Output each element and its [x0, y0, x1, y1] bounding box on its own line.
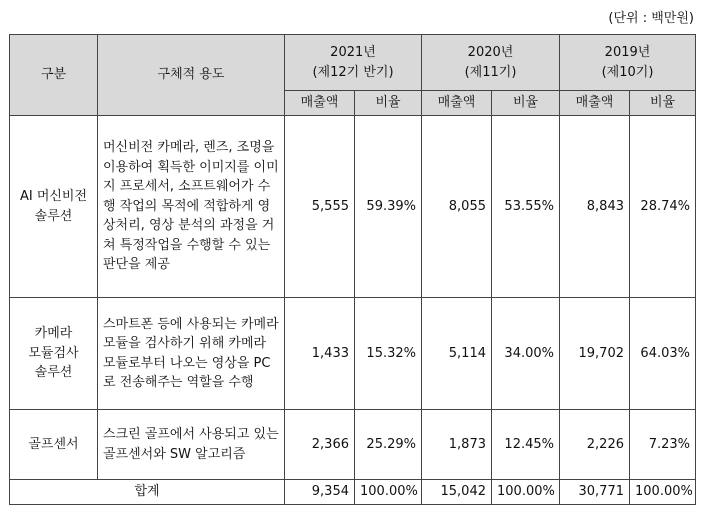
table-row: [10, 116, 696, 298]
header-year-2020: [422, 35, 560, 91]
header-ratio: 비율: [355, 91, 422, 116]
category-cell: [10, 298, 98, 410]
category-line: 솔루션: [34, 365, 73, 381]
sales-cell: 8,843: [560, 116, 630, 298]
usage-line: 머신비전 카메라, 렌즈, 조명을: [103, 140, 275, 156]
ratio-cell: 34.00%: [492, 298, 560, 410]
sales-cell: 5,114: [422, 298, 492, 410]
sales-cell: 1,873: [422, 410, 492, 480]
category-cell: [10, 410, 98, 480]
header-sales: 매출액: [422, 91, 492, 116]
header-period-label: (제12기 반기): [312, 64, 394, 80]
ratio-cell: 53.55%: [492, 116, 560, 298]
ratio-cell: 25.29%: [355, 410, 422, 480]
usage-line: 골프센서와 SW 알고리즘: [103, 446, 246, 462]
header-row-years: [10, 35, 696, 91]
total-ratio-cell: 100.00%: [492, 480, 560, 505]
total-ratio-cell: 100.00%: [630, 480, 696, 505]
category-cell: [10, 116, 98, 298]
category-line: 골프센서: [28, 436, 79, 452]
ratio-cell: 59.39%: [355, 116, 422, 298]
total-sales-cell: 15,042: [422, 480, 492, 505]
ratio-cell: 64.03%: [630, 298, 696, 410]
sales-cell: 19,702: [560, 298, 630, 410]
usage-line: 행 작업의 목적에 적합하게 영: [103, 198, 271, 214]
total-sales-cell: 30,771: [560, 480, 630, 505]
header-year-label: 2019년: [604, 45, 651, 60]
total-sales-cell: 9,354: [285, 480, 355, 505]
usage-line: 쳐 특정작업을 수행할 수 있는: [103, 237, 271, 253]
header-year-2019: [560, 35, 696, 91]
usage-line: 이용하여 획득한 이미지를 이미: [103, 159, 279, 175]
total-row: [10, 480, 696, 505]
sales-by-usage-table: [9, 34, 696, 505]
category-line: 솔루션: [34, 208, 73, 224]
usage-cell: [98, 116, 285, 298]
usage-line: 스크린 골프에서 사용되고 있는: [103, 427, 279, 442]
usage-line: 로 전송해주는 역할을 수행: [103, 375, 254, 390]
category-line: AI 머신비전: [19, 189, 88, 204]
header-ratio: 비율: [492, 91, 560, 116]
sales-cell: 2,226: [560, 410, 630, 480]
header-period-label: (제11기): [464, 64, 517, 80]
usage-cell: [98, 410, 285, 480]
usage-line: 지 프로세서, 소프트웨어가 수: [103, 179, 271, 195]
ratio-cell: 7.23%: [630, 410, 696, 480]
sales-cell: 2,366: [285, 410, 355, 480]
category-line: 모듈검사: [28, 345, 79, 361]
total-ratio-cell: 100.00%: [355, 480, 422, 505]
header-usage: 구체적 용도: [98, 35, 285, 116]
sales-cell: 8,055: [422, 116, 492, 298]
sales-cell: 1,433: [285, 298, 355, 410]
header-year-label: 2021년: [330, 45, 376, 60]
table-row: [10, 298, 696, 410]
usage-line: 판단을 제공: [103, 257, 170, 273]
usage-cell: [98, 298, 285, 410]
header-category: 구분: [10, 35, 98, 116]
usage-line: 스마트폰 등에 사용되는 카메라: [103, 316, 279, 332]
header-ratio: 비율: [630, 91, 696, 116]
header-sales: 매출액: [285, 91, 355, 116]
usage-line: 모듈을 검사하기 위해 카메라: [103, 336, 267, 351]
ratio-cell: 28.74%: [630, 116, 696, 298]
unit-note: (단위 : 백만원): [608, 11, 694, 26]
category-line: 카메라: [34, 326, 73, 342]
sales-cell: 5,555: [285, 116, 355, 298]
header-year-2021: [285, 35, 422, 91]
table-row: [10, 410, 696, 480]
header-period-label: (제10기): [601, 64, 654, 80]
ratio-cell: 12.45%: [492, 410, 560, 480]
usage-line: 상처리, 영상 분석의 과정을 거: [103, 218, 275, 234]
header-sales: 매출액: [560, 91, 630, 116]
ratio-cell: 15.32%: [355, 298, 422, 410]
header-year-label: 2020년: [467, 45, 514, 60]
usage-line: 모듈로부터 나오는 영상을 PC: [103, 355, 271, 371]
total-label: 합계: [10, 480, 285, 505]
